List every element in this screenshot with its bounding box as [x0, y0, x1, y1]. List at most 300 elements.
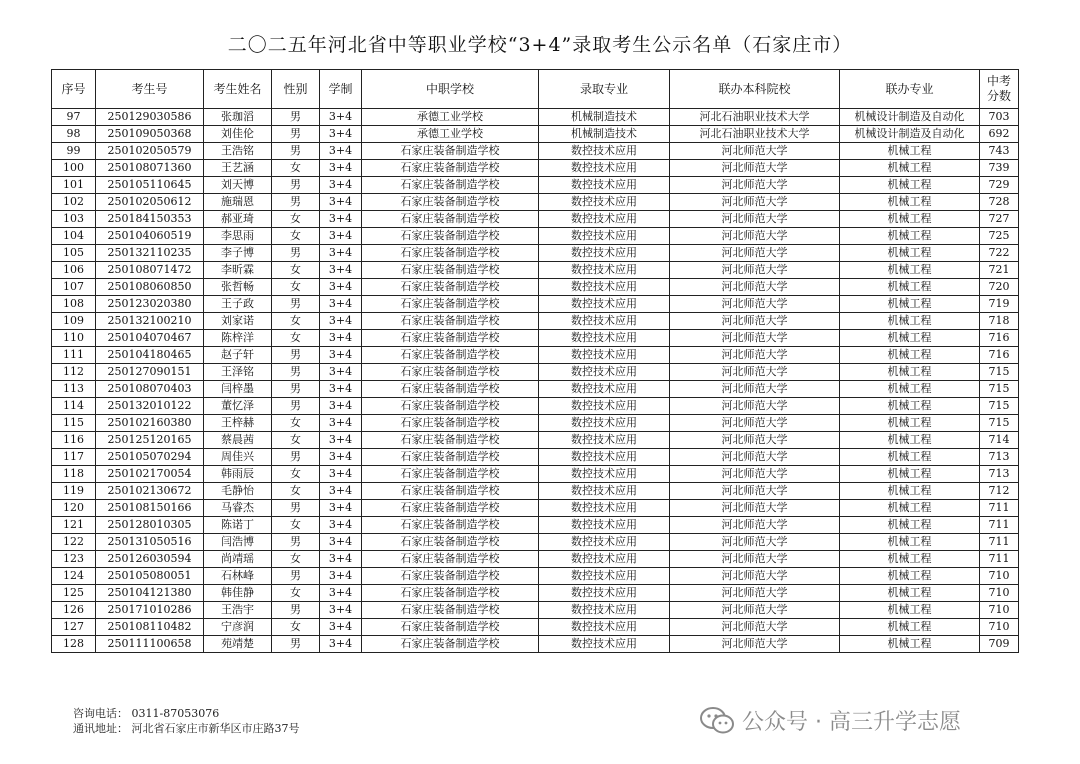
column-header: 考生号 — [96, 70, 204, 109]
table-cell: 数控技术应用 — [539, 160, 670, 177]
table-cell: 女 — [272, 330, 320, 347]
column-header: 联办本科院校 — [670, 70, 840, 109]
wechat-watermark — [700, 705, 961, 736]
table-cell: 3+4 — [320, 551, 362, 568]
table-cell: 数控技术应用 — [539, 228, 670, 245]
table-cell: 机械工程 — [840, 262, 980, 279]
table-cell: 女 — [272, 585, 320, 602]
table-cell: 苑靖楚 — [204, 636, 272, 653]
column-header: 性别 — [272, 70, 320, 109]
table-cell: 石家庄装备制造学校 — [362, 534, 539, 551]
table-cell: 陈梓洋 — [204, 330, 272, 347]
table-cell: 男 — [272, 449, 320, 466]
table-cell: 毛静怡 — [204, 483, 272, 500]
table-cell: 男 — [272, 194, 320, 211]
table-cell: 施瑞恩 — [204, 194, 272, 211]
table-body — [52, 109, 1019, 653]
table-cell: 250108070403 — [96, 381, 204, 398]
table-cell: 女 — [272, 483, 320, 500]
table-cell: 716 — [980, 330, 1019, 347]
column-header: 考生姓名 — [204, 70, 272, 109]
table-cell: 710 — [980, 585, 1019, 602]
table-cell: 3+4 — [320, 568, 362, 585]
table-cell: 尚靖瑶 — [204, 551, 272, 568]
table-cell: 石家庄装备制造学校 — [362, 568, 539, 585]
table-cell: 250108060850 — [96, 279, 204, 296]
table-cell: 郝亚琦 — [204, 211, 272, 228]
table-cell: 3+4 — [320, 347, 362, 364]
table-cell: 河北师范大学 — [670, 415, 840, 432]
table-cell: 机械工程 — [840, 313, 980, 330]
table-cell: 250128010305 — [96, 517, 204, 534]
table-cell: 250105110645 — [96, 177, 204, 194]
table-cell: 女 — [272, 262, 320, 279]
table-cell: 石家庄装备制造学校 — [362, 160, 539, 177]
table-row — [52, 619, 1019, 636]
table-cell: 刘天博 — [204, 177, 272, 194]
table-cell: 250108071472 — [96, 262, 204, 279]
table-cell: 数控技术应用 — [539, 415, 670, 432]
contact-phone: 咨询电话： 0311-87053076 — [73, 707, 220, 720]
table-row — [52, 381, 1019, 398]
table-cell: 715 — [980, 364, 1019, 381]
table-cell: 男 — [272, 500, 320, 517]
table-cell: 111 — [52, 347, 96, 364]
table-cell: 250184150353 — [96, 211, 204, 228]
column-header: 序号 — [52, 70, 96, 109]
table-cell: 3+4 — [320, 466, 362, 483]
table-cell: 250108110482 — [96, 619, 204, 636]
table-cell: 女 — [272, 619, 320, 636]
table-cell: 3+4 — [320, 432, 362, 449]
table-cell: 河北师范大学 — [670, 262, 840, 279]
table-cell: 数控技术应用 — [539, 568, 670, 585]
table-cell: 250123020380 — [96, 296, 204, 313]
table-cell: 125 — [52, 585, 96, 602]
table-cell: 250131050516 — [96, 534, 204, 551]
table-cell: 河北师范大学 — [670, 228, 840, 245]
table-cell: 3+4 — [320, 602, 362, 619]
table-cell: 王浩宇 — [204, 602, 272, 619]
table-cell: 711 — [980, 551, 1019, 568]
table-cell: 机械工程 — [840, 602, 980, 619]
table-cell: 王艺涵 — [204, 160, 272, 177]
table-cell: 河北师范大学 — [670, 398, 840, 415]
table-cell: 3+4 — [320, 211, 362, 228]
table-cell: 机械工程 — [840, 245, 980, 262]
table-cell: 数控技术应用 — [539, 432, 670, 449]
table-cell: 739 — [980, 160, 1019, 177]
table-cell: 河北师范大学 — [670, 585, 840, 602]
table-row — [52, 109, 1019, 126]
table-cell: 张珈滔 — [204, 109, 272, 126]
table-cell: 赵子轩 — [204, 347, 272, 364]
table-cell: 119 — [52, 483, 96, 500]
table-cell: 103 — [52, 211, 96, 228]
table-cell: 石家庄装备制造学校 — [362, 364, 539, 381]
table-cell: 王梓赫 — [204, 415, 272, 432]
table-row — [52, 636, 1019, 653]
table-cell: 117 — [52, 449, 96, 466]
table-cell: 承德工业学校 — [362, 126, 539, 143]
table-cell: 石家庄装备制造学校 — [362, 398, 539, 415]
table-cell: 男 — [272, 143, 320, 160]
table-cell: 250132110235 — [96, 245, 204, 262]
table-cell: 99 — [52, 143, 96, 160]
column-header: 录取专业 — [539, 70, 670, 109]
table-cell: 韩佳静 — [204, 585, 272, 602]
table-cell: 250102160380 — [96, 415, 204, 432]
table-cell: 数控技术应用 — [539, 449, 670, 466]
table-cell: 126 — [52, 602, 96, 619]
table-cell: 男 — [272, 126, 320, 143]
table-row — [52, 500, 1019, 517]
table-cell: 女 — [272, 466, 320, 483]
table-row — [52, 364, 1019, 381]
table-cell: 河北师范大学 — [670, 500, 840, 517]
table-cell: 机械设计制造及自动化 — [840, 109, 980, 126]
table-row — [52, 160, 1019, 177]
table-row — [52, 143, 1019, 160]
table-cell: 机械工程 — [840, 364, 980, 381]
table-cell: 机械工程 — [840, 177, 980, 194]
table-cell: 河北师范大学 — [670, 381, 840, 398]
table-cell: 711 — [980, 500, 1019, 517]
table-cell: 河北师范大学 — [670, 636, 840, 653]
table-cell: 男 — [272, 177, 320, 194]
table-cell: 石家庄装备制造学校 — [362, 619, 539, 636]
table-cell: 250171010286 — [96, 602, 204, 619]
table-cell: 石家庄装备制造学校 — [362, 381, 539, 398]
table-cell: 石家庄装备制造学校 — [362, 415, 539, 432]
table-cell: 250126030594 — [96, 551, 204, 568]
table-cell: 王浩铭 — [204, 143, 272, 160]
table-cell: 108 — [52, 296, 96, 313]
table-cell: 3+4 — [320, 364, 362, 381]
table-cell: 河北师范大学 — [670, 330, 840, 347]
table-cell: 女 — [272, 228, 320, 245]
table-cell: 女 — [272, 160, 320, 177]
table-cell: 729 — [980, 177, 1019, 194]
table-cell: 720 — [980, 279, 1019, 296]
table-cell: 河北师范大学 — [670, 296, 840, 313]
table-cell: 3+4 — [320, 228, 362, 245]
table-cell: 机械工程 — [840, 194, 980, 211]
table-cell: 河北师范大学 — [670, 347, 840, 364]
table-cell: 机械工程 — [840, 143, 980, 160]
page-title: 二〇二五年河北省中等职业学校“3+4”录取考生公示名单（石家庄市） — [227, 34, 853, 56]
table-cell: 3+4 — [320, 194, 362, 211]
table-cell: 石家庄装备制造学校 — [362, 313, 539, 330]
table-cell: 数控技术应用 — [539, 636, 670, 653]
table-cell: 王泽铭 — [204, 364, 272, 381]
table-cell: 719 — [980, 296, 1019, 313]
table-cell: 机械工程 — [840, 160, 980, 177]
table-cell: 机械制造技术 — [539, 126, 670, 143]
table-cell: 250104060519 — [96, 228, 204, 245]
table-cell: 250109050368 — [96, 126, 204, 143]
table-cell: 718 — [980, 313, 1019, 330]
table-cell: 3+4 — [320, 398, 362, 415]
table-cell: 115 — [52, 415, 96, 432]
table-row — [52, 211, 1019, 228]
table-cell: 3+4 — [320, 177, 362, 194]
table-cell: 数控技术应用 — [539, 517, 670, 534]
table-cell: 3+4 — [320, 313, 362, 330]
table-cell: 数控技术应用 — [539, 483, 670, 500]
table-cell: 数控技术应用 — [539, 602, 670, 619]
watermark-text: 公众号 · 高三升学志愿 — [742, 710, 961, 735]
table-cell: 数控技术应用 — [539, 262, 670, 279]
admission-table — [51, 69, 1019, 653]
table-cell: 715 — [980, 381, 1019, 398]
table-cell: 数控技术应用 — [539, 551, 670, 568]
wechat-icon — [700, 707, 734, 735]
table-cell: 男 — [272, 347, 320, 364]
table-cell: 河北师范大学 — [670, 143, 840, 160]
table-cell: 数控技术应用 — [539, 194, 670, 211]
table-row — [52, 126, 1019, 143]
table-cell: 河北师范大学 — [670, 568, 840, 585]
table-row — [52, 517, 1019, 534]
table-cell: 数控技术应用 — [539, 466, 670, 483]
table-cell: 河北师范大学 — [670, 160, 840, 177]
table-cell: 石家庄装备制造学校 — [362, 143, 539, 160]
table-cell: 715 — [980, 398, 1019, 415]
table-row — [52, 551, 1019, 568]
table-cell: 石家庄装备制造学校 — [362, 296, 539, 313]
table-cell: 女 — [272, 432, 320, 449]
table-cell: 250108150166 — [96, 500, 204, 517]
table-cell: 250125120165 — [96, 432, 204, 449]
table-cell: 3+4 — [320, 585, 362, 602]
table-cell: 男 — [272, 381, 320, 398]
table-cell: 3+4 — [320, 619, 362, 636]
table-cell: 3+4 — [320, 126, 362, 143]
table-cell: 机械工程 — [840, 466, 980, 483]
table-cell: 743 — [980, 143, 1019, 160]
table-cell: 石家庄装备制造学校 — [362, 279, 539, 296]
table-cell: 107 — [52, 279, 96, 296]
table-row — [52, 228, 1019, 245]
table-cell: 机械工程 — [840, 619, 980, 636]
table-cell: 250129030586 — [96, 109, 204, 126]
table-cell: 3+4 — [320, 483, 362, 500]
table-cell: 数控技术应用 — [539, 177, 670, 194]
table-cell: 102 — [52, 194, 96, 211]
table-cell: 机械工程 — [840, 517, 980, 534]
table-cell: 709 — [980, 636, 1019, 653]
table-row — [52, 466, 1019, 483]
table-cell: 宁彦润 — [204, 619, 272, 636]
table-cell: 河北石油职业技术大学 — [670, 126, 840, 143]
table-cell: 250104070467 — [96, 330, 204, 347]
table-cell: 机械工程 — [840, 568, 980, 585]
table-cell: 河北师范大学 — [670, 517, 840, 534]
table-cell: 250105080051 — [96, 568, 204, 585]
table-cell: 马睿杰 — [204, 500, 272, 517]
table-cell: 机械工程 — [840, 211, 980, 228]
table-cell: 98 — [52, 126, 96, 143]
table-row — [52, 432, 1019, 449]
table-cell: 715 — [980, 415, 1019, 432]
table-cell: 石家庄装备制造学校 — [362, 194, 539, 211]
table-cell: 3+4 — [320, 415, 362, 432]
table-cell: 机械制造技术 — [539, 109, 670, 126]
table-cell: 石家庄装备制造学校 — [362, 262, 539, 279]
table-row — [52, 330, 1019, 347]
table-cell: 110 — [52, 330, 96, 347]
table-cell: 250102050579 — [96, 143, 204, 160]
table-cell: 106 — [52, 262, 96, 279]
table-cell: 710 — [980, 602, 1019, 619]
table-cell: 250104180465 — [96, 347, 204, 364]
table-cell: 刘佳伦 — [204, 126, 272, 143]
table-cell: 120 — [52, 500, 96, 517]
table-cell: 机械工程 — [840, 432, 980, 449]
table-row — [52, 602, 1019, 619]
table-cell: 250102050612 — [96, 194, 204, 211]
table-cell: 3+4 — [320, 279, 362, 296]
table-cell: 女 — [272, 211, 320, 228]
table-row — [52, 415, 1019, 432]
table-cell: 河北师范大学 — [670, 177, 840, 194]
table-cell: 3+4 — [320, 381, 362, 398]
table-cell: 石家庄装备制造学校 — [362, 551, 539, 568]
table-cell: 女 — [272, 313, 320, 330]
table-cell: 数控技术应用 — [539, 347, 670, 364]
table-cell: 河北师范大学 — [670, 279, 840, 296]
table-cell: 河北师范大学 — [670, 245, 840, 262]
table-cell: 机械工程 — [840, 551, 980, 568]
table-row — [52, 194, 1019, 211]
table-cell: 数控技术应用 — [539, 534, 670, 551]
column-header: 中考 分数 — [980, 70, 1019, 109]
table-cell: 河北师范大学 — [670, 466, 840, 483]
table-cell: 109 — [52, 313, 96, 330]
table-cell: 数控技术应用 — [539, 619, 670, 636]
table-cell: 闫浩博 — [204, 534, 272, 551]
table-cell: 石家庄装备制造学校 — [362, 330, 539, 347]
table-cell: 113 — [52, 381, 96, 398]
table-cell: 716 — [980, 347, 1019, 364]
table-row — [52, 449, 1019, 466]
table-cell: 机械工程 — [840, 228, 980, 245]
table-cell: 711 — [980, 534, 1019, 551]
table-cell: 石家庄装备制造学校 — [362, 500, 539, 517]
table-cell: 韩雨辰 — [204, 466, 272, 483]
table-cell: 3+4 — [320, 296, 362, 313]
table-cell: 123 — [52, 551, 96, 568]
table-row — [52, 262, 1019, 279]
table-cell: 3+4 — [320, 636, 362, 653]
table-cell: 女 — [272, 415, 320, 432]
table-header-row — [52, 70, 1019, 109]
footer-info — [73, 706, 300, 736]
table-cell: 数控技术应用 — [539, 296, 670, 313]
table-cell: 714 — [980, 432, 1019, 449]
table-cell: 刘家诺 — [204, 313, 272, 330]
table-cell: 数控技术应用 — [539, 500, 670, 517]
table-row — [52, 347, 1019, 364]
table-cell: 石家庄装备制造学校 — [362, 245, 539, 262]
table-cell: 127 — [52, 619, 96, 636]
table-cell: 机械工程 — [840, 483, 980, 500]
table-cell: 250132100210 — [96, 313, 204, 330]
table-cell: 数控技术应用 — [539, 381, 670, 398]
table-cell: 张哲畅 — [204, 279, 272, 296]
table-cell: 李思雨 — [204, 228, 272, 245]
table-cell: 128 — [52, 636, 96, 653]
table-cell: 250104121380 — [96, 585, 204, 602]
table-cell: 124 — [52, 568, 96, 585]
table-cell: 李昕霖 — [204, 262, 272, 279]
table-cell: 机械工程 — [840, 500, 980, 517]
table-row — [52, 585, 1019, 602]
table-cell: 男 — [272, 398, 320, 415]
table-cell: 男 — [272, 364, 320, 381]
table-cell: 河北师范大学 — [670, 449, 840, 466]
table-cell: 710 — [980, 568, 1019, 585]
table-cell: 728 — [980, 194, 1019, 211]
table-cell: 陈诺丁 — [204, 517, 272, 534]
table-cell: 727 — [980, 211, 1019, 228]
table-cell: 石家庄装备制造学校 — [362, 228, 539, 245]
column-header: 学制 — [320, 70, 362, 109]
table-cell: 机械工程 — [840, 534, 980, 551]
table-cell: 250132010122 — [96, 398, 204, 415]
table-cell: 250102130672 — [96, 483, 204, 500]
table-cell: 713 — [980, 466, 1019, 483]
table-cell: 男 — [272, 602, 320, 619]
table-cell: 李子博 — [204, 245, 272, 262]
table-cell: 692 — [980, 126, 1019, 143]
table-row — [52, 483, 1019, 500]
table-cell: 250105070294 — [96, 449, 204, 466]
table-cell: 河北石油职业技术大学 — [670, 109, 840, 126]
table-cell: 石家庄装备制造学校 — [362, 177, 539, 194]
table-cell: 3+4 — [320, 245, 362, 262]
table-cell: 104 — [52, 228, 96, 245]
table-row — [52, 398, 1019, 415]
table-cell: 女 — [272, 551, 320, 568]
table-cell: 石林峰 — [204, 568, 272, 585]
table-cell: 机械工程 — [840, 415, 980, 432]
table-row — [52, 534, 1019, 551]
table-cell: 97 — [52, 109, 96, 126]
table-cell: 蔡晨茜 — [204, 432, 272, 449]
table-cell: 机械工程 — [840, 398, 980, 415]
table-cell: 250108071360 — [96, 160, 204, 177]
table-cell: 石家庄装备制造学校 — [362, 483, 539, 500]
table-cell: 男 — [272, 109, 320, 126]
table-cell: 河北师范大学 — [670, 432, 840, 449]
table-cell: 250127090151 — [96, 364, 204, 381]
table-row — [52, 279, 1019, 296]
table-cell: 721 — [980, 262, 1019, 279]
table-cell: 王子政 — [204, 296, 272, 313]
table-cell: 机械工程 — [840, 585, 980, 602]
table-cell: 118 — [52, 466, 96, 483]
table-cell: 100 — [52, 160, 96, 177]
table-cell: 数控技术应用 — [539, 279, 670, 296]
table-cell: 河北师范大学 — [670, 483, 840, 500]
table-cell: 机械工程 — [840, 279, 980, 296]
table-row — [52, 568, 1019, 585]
table-cell: 石家庄装备制造学校 — [362, 466, 539, 483]
table-cell: 石家庄装备制造学校 — [362, 347, 539, 364]
table-cell: 石家庄装备制造学校 — [362, 602, 539, 619]
